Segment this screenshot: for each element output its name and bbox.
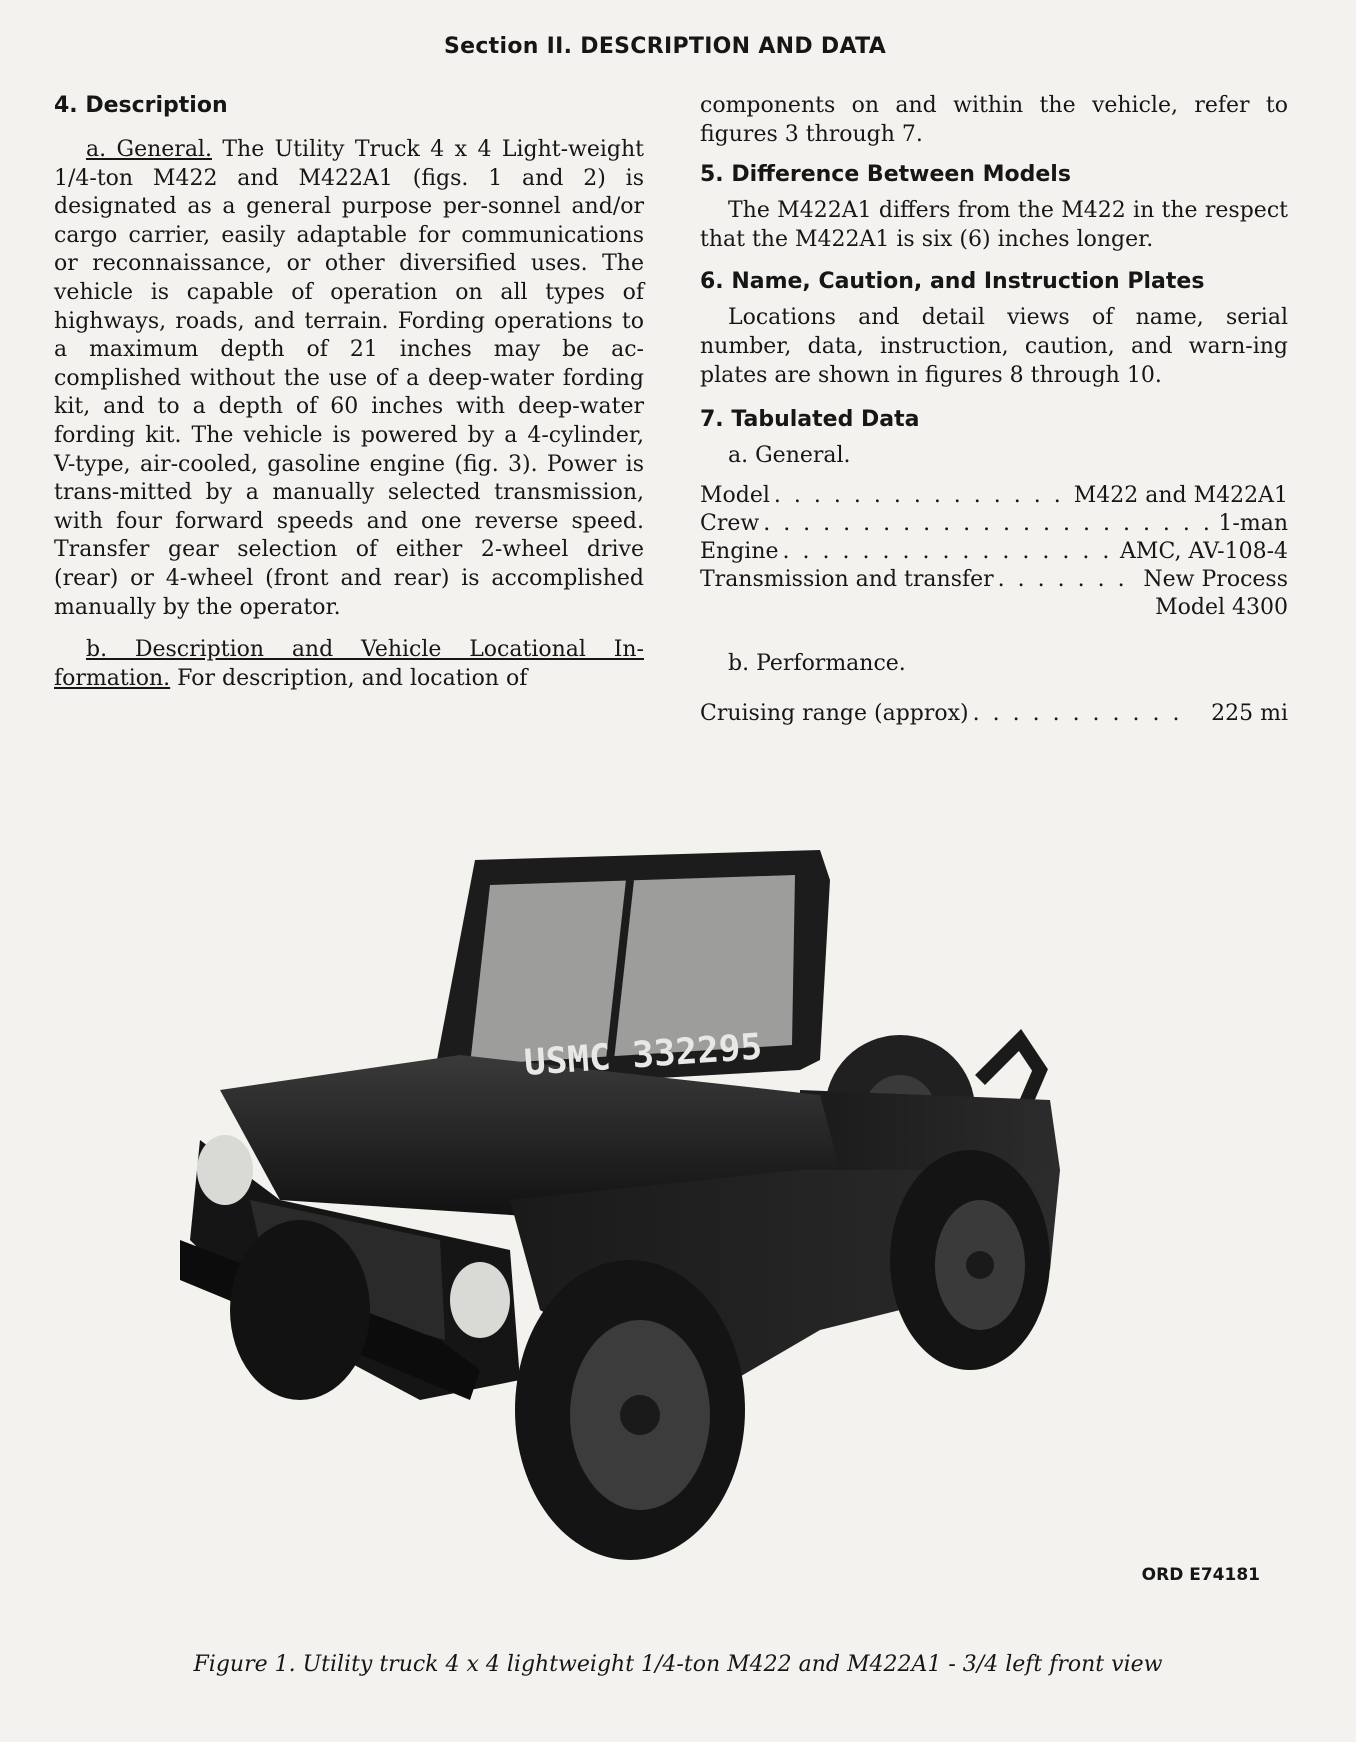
paragraph-plates: Locations and detail views of name, serial number, data, instruction, caution, and warn-ing plates are shown in figures 8 through 10. — [700, 305, 1288, 388]
right-column — [700, 92, 1288, 728]
table-row: Crew . . . 1-man — [700, 510, 1288, 538]
general-label: a. General. — [86, 137, 212, 162]
left-headlight — [197, 1135, 253, 1205]
vehicle-marking: USMC 332295 — [522, 1026, 764, 1084]
figure-ord-id: ORD E74181 — [1141, 1565, 1260, 1585]
table-row-continuation: Model 4300 — [1155, 595, 1288, 621]
continuation-text: components on and within the vehicle, refer to figures 3 through 7. — [700, 93, 1288, 147]
table-row: Model . . . M422 and M422A1 — [700, 482, 1288, 510]
subheading-general: a. General. — [728, 443, 851, 469]
left-front-wheel — [230, 1220, 370, 1400]
heading-difference: 5. Difference Between Models — [700, 162, 1071, 188]
performance-table — [700, 700, 1288, 728]
figure-caption: Figure 1. Utility truck 4 x 4 lightweight 1/4-ton M422 and M422A1 - 3/4 left front view — [193, 1652, 1163, 1677]
heading-tabulated: 7. Tabulated Data — [700, 407, 920, 433]
table-row: Cruising range (approx) . . . 225 mi — [700, 700, 1288, 728]
general-text: The Utility Truck 4 x 4 Light-weight 1/4-ton M422 and M422A1 (figs. 1 and 2) is designated as a general purpose per-sonnel and/or cargo carrier, easily adaptable for communications or reconnaissance, or other diversified uses. The vehicle is capable of operation on all types of highways, roads, and terrain. Fording operations to a maximum depth of 21 inches may be ac-complished without the use of a deep-water fording kit, and to a depth of 60 inches with deep-water fording kit. The vehicle is powered by a 4-cylinder, V-type, air-cooled, gasoline engine (fig. 3). Power is trans-mitted by a manually selected transmission, with four forward speeds and one reverse speed. Transfer gear selection of either 2-wheel drive (rear) or 4-wheel (front and rear) is accomplished manually by the operator. — [54, 137, 645, 620]
paragraph-general — [54, 136, 644, 622]
general-table — [700, 482, 1288, 622]
front-wheel — [515, 1260, 745, 1560]
locational-label: b. Description and Vehicle Locational In-formation. — [54, 637, 644, 691]
locational-text: For description, and location of — [170, 665, 528, 691]
table-row: Engine . . . AMC, AV-108-4 — [700, 538, 1288, 566]
heading-plates: 6. Name, Caution, and Instruction Plates — [700, 269, 1205, 295]
table-row: Transmission and transfer . . . New Process — [700, 566, 1288, 594]
rear-wheel — [890, 1150, 1050, 1370]
heading-description: 4. Description — [54, 93, 228, 118]
paragraph-difference: The M422A1 differs from the M422 in the respect that the M422A1 is six (6) inches longer. — [700, 198, 1288, 252]
left-column — [54, 92, 644, 693]
right-headlight — [450, 1262, 510, 1338]
paragraph-locational — [54, 636, 644, 693]
vehicle-photo — [180, 840, 1160, 1570]
section-title: Section II. DESCRIPTION AND DATA — [443, 34, 887, 59]
subheading-performance: b. Performance. — [728, 651, 906, 677]
